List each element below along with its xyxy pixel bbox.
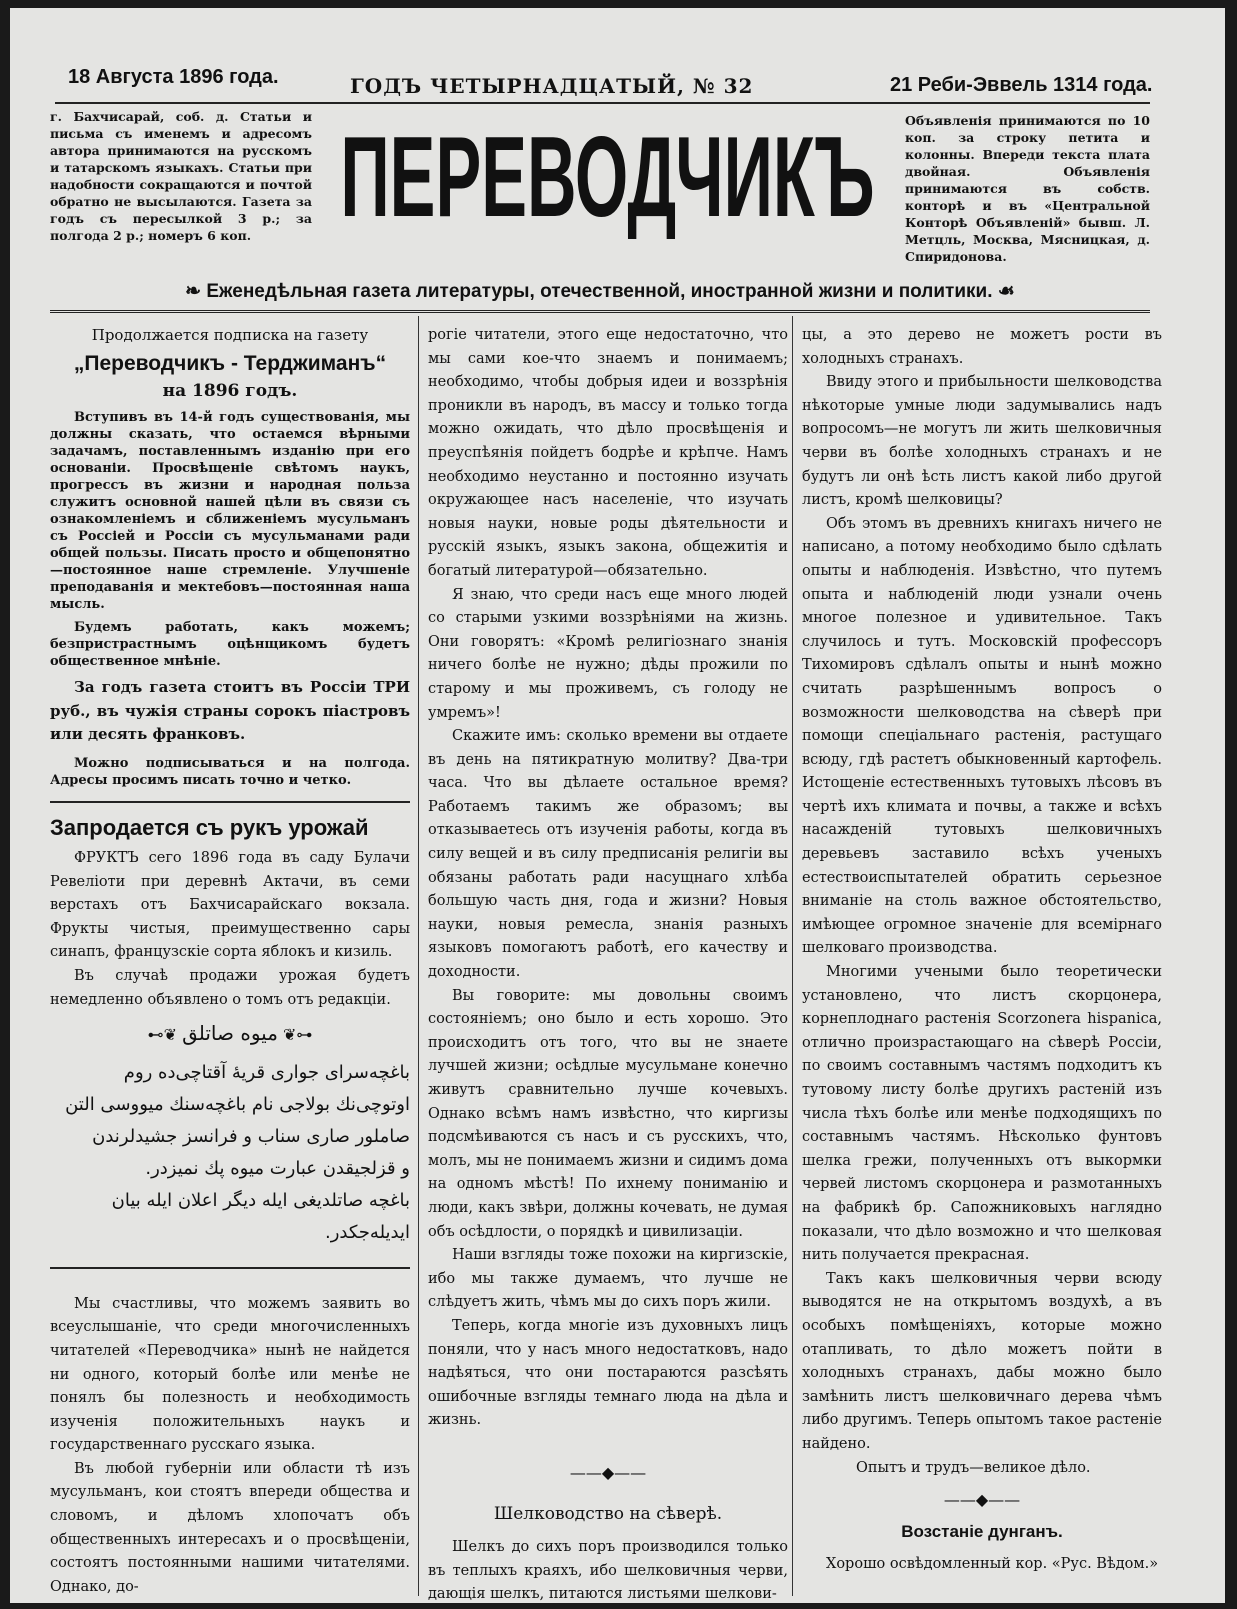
subscription-note: Можно подписываться и на полгода. Адресы просимъ писать точно и четко. (50, 755, 410, 788)
article-text: Многими учеными было теоретически установлено, что листъ скорцонера, корнеплоднаго растенія Scorzonera hispanica, отлично произрастающаго на сѣверѣ Россіи, по своимъ составнымъ частямъ подходитъ къ тутовому листу болѣе другихъ растеній изъ числа тѣхъ болѣе или менѣе подходящихъ по составнымъ частямъ. Нѣсколько фунтовъ шелка грежи, полученныхъ отъ выкормки червей листомъ скорцонера и размотанныхъ на фабрикѣ бр. Сапожниковыхъ наглядно показали, что дѣло возможно и что шелковая нить получается прекрасная. (802, 964, 1162, 1264)
column-divider (792, 316, 793, 1596)
issue-year-number: ГОДЪ ЧЕТЫРНАДЦАТЫЙ, № 32 (350, 74, 754, 98)
column-divider (418, 316, 419, 1596)
article-text: Въ любой губерніи или области тѣ изъ мусульманъ, кои стоятъ впереди общества и словомъ, и дѣломъ хлопочатъ объ общественныхъ интересахъ и о просвѣщеніи, состоятъ постоянными нашими читателями. Однако, до- (50, 1460, 410, 1595)
column-2 (428, 324, 788, 1607)
article-text: Я знаю, что среди насъ еще много людей со старыми узкими воззрѣніями на жизнь. Они говорятъ: «Кромѣ религіознаго знанія ничего болѣе не нужно; дѣды прожили по старому и мы проживемъ, съ голоду не умремъ»! (428, 586, 788, 721)
article-title: Возстаніе дунганъ. (901, 1521, 1063, 1541)
subscription-year: на 1896 годъ. (162, 380, 298, 401)
subscription-text: Вступивъ въ 14-й годъ существованія, мы должны сказать, что остаемся вѣрными задачамъ, поставленнымъ изданію при его основаніи. Просвѣщеніе свѣтомъ наукъ, прогрессъ въ жизни и народная польза служитъ основной нашей цѣли въ связи съ ознакомленіемъ и сближеніемъ мусульманъ съ Россіей и Россіи съ мусульманами ради общей пользы. Писать просто и общепонятно—постоянное наше стремленіе. Улучшеніе преподаванія и мектебовъ—постоянная наша мысль. (50, 410, 410, 613)
arabic-line: اوتوچی‌نك بولاجی نام باغچه‌سنك میووسی التن (65, 1093, 410, 1115)
ornament-divider: ——◆—— (943, 1490, 1021, 1510)
arabic-line: ایدیله‌جکدر. (324, 1221, 410, 1243)
column-1 (50, 324, 410, 1599)
article-text: цы, а это дерево не можетъ рости въ холодныхъ странахъ. (802, 327, 1162, 367)
advertising-info: Объявленія принимаются по 10 коп. за строку петита и колонны. Впереди текста плата двойная. Объявленія принимаются въ собств. конторѣ и въ «Центральной Конторѣ Объявленій» бывш. Л. Метцль, Москва, Мясницкая, д. Спиридонова. (905, 113, 1150, 264)
article-text: Хорошо освѣдомленный кор. «Рус. Вѣдом.» (826, 1556, 1159, 1573)
newspaper-subtitle: ❧ Еженедѣльная газета литературы, отечественной, иностранной жизни и политики. ☙ (185, 281, 1015, 302)
arabic-line: صاملور صاری سناب و فرانسز جشیدلرندن (92, 1125, 410, 1147)
article-text: Скажите имъ: сколько времени вы отдаете въ день на пятикратную молитву? Два-три часа. Что вы дѣлаете остальное время? Работаемъ такимъ же образомъ; вы отказываетесь отъ изученія работы, когда въ силу вещей и въ силу предписанія религіи вы обязаны работать ради насущнаго хлѣба большую часть дня, года и жизни? Новыя науки, новыя ремесла, знанія разныхъ языковъ помогаютъ работѣ, его качеству и доходности. (428, 728, 788, 981)
article-text: Ввиду этого и прибыльности шелководства нѣкоторые умные люди задумывались надъ вопросомъ—не могутъ ли жить шелковичныя черви въ болѣе холодныхъ странахъ и не будутъ ли онѣ ѣсть листъ какой либо другой листъ, кромѣ шелковицы? (802, 374, 1162, 509)
article-text: Объ этомъ въ древнихъ книгахъ ничего не написано, а потому необходимо было сдѣлать опыты и наблюденія. Извѣстно, что путемъ опыта и наблюденій люди узнали очень многое полезное и удивительное. Такъ случилось и тутъ. Московскій профессоръ Тихомировъ сдѣлалъ опыты и нынѣ можно считать разрѣшеннымъ вопросъ о возможности шелководства на сѣверѣ при помощи спеціальнаго растенія, растущаго всюду, гдѣ растетъ обыкновенный картофель. Истощеніе естественныхъ тутовыхъ лѣсовъ въ чертѣ ихъ климата и почвы, а также и всѣхъ насажденій тутовыхъ шелковичныхъ деревьевъ заставило всѣхъ ученыхъ естествоиспытателей обратить серьезное вниманіе на столь важное обстоятельство, имѣющее огромное значеніе для всемірнаго шелковаго производства. (802, 515, 1162, 957)
newspaper-title: ПЕРЕВОДЧИКЪ (339, 112, 875, 241)
subscription-price: За годъ газета стоитъ въ Россіи ТРИ руб., въ чужія страны сорокъ піастровъ или десять франковъ. (50, 678, 410, 744)
arabic-title-text: میوه صاتلق (182, 1021, 278, 1046)
subtitle-text: Еженедѣльная газета литературы, отечественной, иностранной жизни и политики. (206, 281, 993, 302)
article-text: Вы говорите: мы довольны своимъ состояніемъ; оно было и есть хорошо. Это происходитъ отъ того, что вы не знаете лучшей жизни; осѣдлые мусульмане конечно живутъ сравнительно лучше кочевыхъ. Однако всѣмъ намъ извѣстно, что киргизы подсмѣиваются съ насъ и съ русскихъ, что, молъ, мы не понимаемъ жизни и сидимъ дома на одномъ мѣстѣ! По ихнему пониманію и люди, какъ звѣри, должны кочевать, не думая объ осѣдлости, о порядкѣ и цивилизаціи. (428, 987, 788, 1240)
section-rule (50, 1267, 410, 1269)
subscription-intro: Продолжается подписка на газету (91, 326, 369, 344)
article-text: Мы счастливы, что можемъ заявить во всеуслышаніе, что среди многочисленныхъ читателей «Переводчика» нынѣ не найдется ни одного, который болѣе или менѣе не понялъ бы полезность и необходимость изученія положительныхъ наукъ и государственнаго русскаго языка. (50, 1295, 410, 1454)
article-text: Наши взгляды тоже похожи на киргизскіе, ибо мы также думаемъ, что лучше не слѣдуетъ жить, чѣмъ мы до сихъ поръ жили. (428, 1247, 788, 1311)
arabic-line: باغچه صاتلدیغی ایله دیگر اعلان ایله بیان (111, 1189, 410, 1211)
article-text: Такъ какъ шелковичныя черви всюду выводятся не на открытомъ воздухѣ, а въ особыхъ помѣщеніяхъ, которые можно отапливать, то дѣло можетъ пойти в холодныхъ странахъ, дабы можно было замѣнить листъ шелковичнаго дерева чѣмъ либо другимъ. Теперь опытомъ такое растеніе найдено. (802, 1270, 1162, 1452)
date-gregorian: 18 Августа 1896 года. (68, 66, 279, 88)
header-rule (55, 102, 1150, 104)
masthead-rule (50, 310, 1150, 313)
article-text: Теперь, когда многіе изъ духовныхъ лицъ поняли, что у насъ много недостатковъ, надо надѣяться, что они постараются разсѣять ошибочные взгляды темнаго люда на дѣла и жизнь. (428, 1317, 788, 1429)
article-text: рогіе читатели, этого еще недостаточно, что мы сами кое-что знаемъ и понимаемъ; необходимо, чтобы добрыя идеи и воззрѣнія проникли въ народъ, въ массу и только тогда можно ожидать, что дѣло просвѣщенія и преуспѣянія пойдетъ бодрѣе и крѣпче. Намъ необходимо неустанно и постоянно изучать окружающее насъ населеніе, что изучать новыя науки, новые роды дѣятельности и русскій языкъ, языкъ закона, общежитія и богатый литературой—обязательно. (428, 327, 788, 579)
date-hijri: 21 Реби-Эввель 1314 года. (890, 74, 1153, 96)
article-text: Шелкъ до сихъ поръ производился только въ теплыхъ краяхъ, ибо шелковичныя черви, дающія шелкъ, питаются листьями шелкови- (428, 1539, 788, 1603)
newspaper-page (10, 8, 1225, 1603)
subscription-name: „Переводчикъ - Терджиманъ“ (73, 351, 387, 375)
ad-text: ФРУКТЪ сего 1896 года въ саду Булачи Ревеліоти при деревнѣ Актачи, въ семи верстахъ отъ Бахчисарайскаго вокзала. Фрукты чистыя, преимущественно сары синапъ, французскіе сорта яблокъ и кизиль. (50, 849, 410, 961)
arabic-line: باغچه‌سرای جواری قریهٔ آقتاچی‌ده روم (123, 1061, 410, 1083)
newspaper-title-area (322, 112, 892, 260)
ad-title-arabic: ⊷❦ میوه صاتلق ❦⊶ (147, 1021, 313, 1046)
section-rule (50, 801, 410, 803)
column-3 (802, 324, 1162, 1577)
ad-text-arabic (50, 1057, 410, 1249)
ornament-divider: ——◆—— (569, 1462, 647, 1482)
ad-text: Въ случаѣ продажи урожая будетъ немедленно объявлено о томъ отъ редакціи. (50, 967, 410, 1008)
article-title: Шелководство на сѣверѣ. (493, 1503, 723, 1524)
arabic-line: و قزلجیقدن عبارت میوه پك نمیزدر. (145, 1157, 410, 1179)
editorial-info: г. Бахчисарай, соб. д. Статьи и письма съ именемъ и адресомъ автора принимаются на русскомъ и татарскомъ языкахъ. Статьи при надобности сокращаются и почтой обратно не высылаются. Газета за годъ съ пересылкой 3 р.; за полгода 2 р.; номеръ 6 коп. (50, 109, 312, 243)
subscription-text: Будемъ работать, какъ можемъ; безпристрастнымъ оцѣнщикомъ будетъ общественное мнѣніе. (50, 620, 410, 670)
ad-title: Запродается съ рукъ урожай (50, 814, 369, 840)
article-text: Опытъ и трудъ—великое дѣло. (856, 1459, 1091, 1476)
